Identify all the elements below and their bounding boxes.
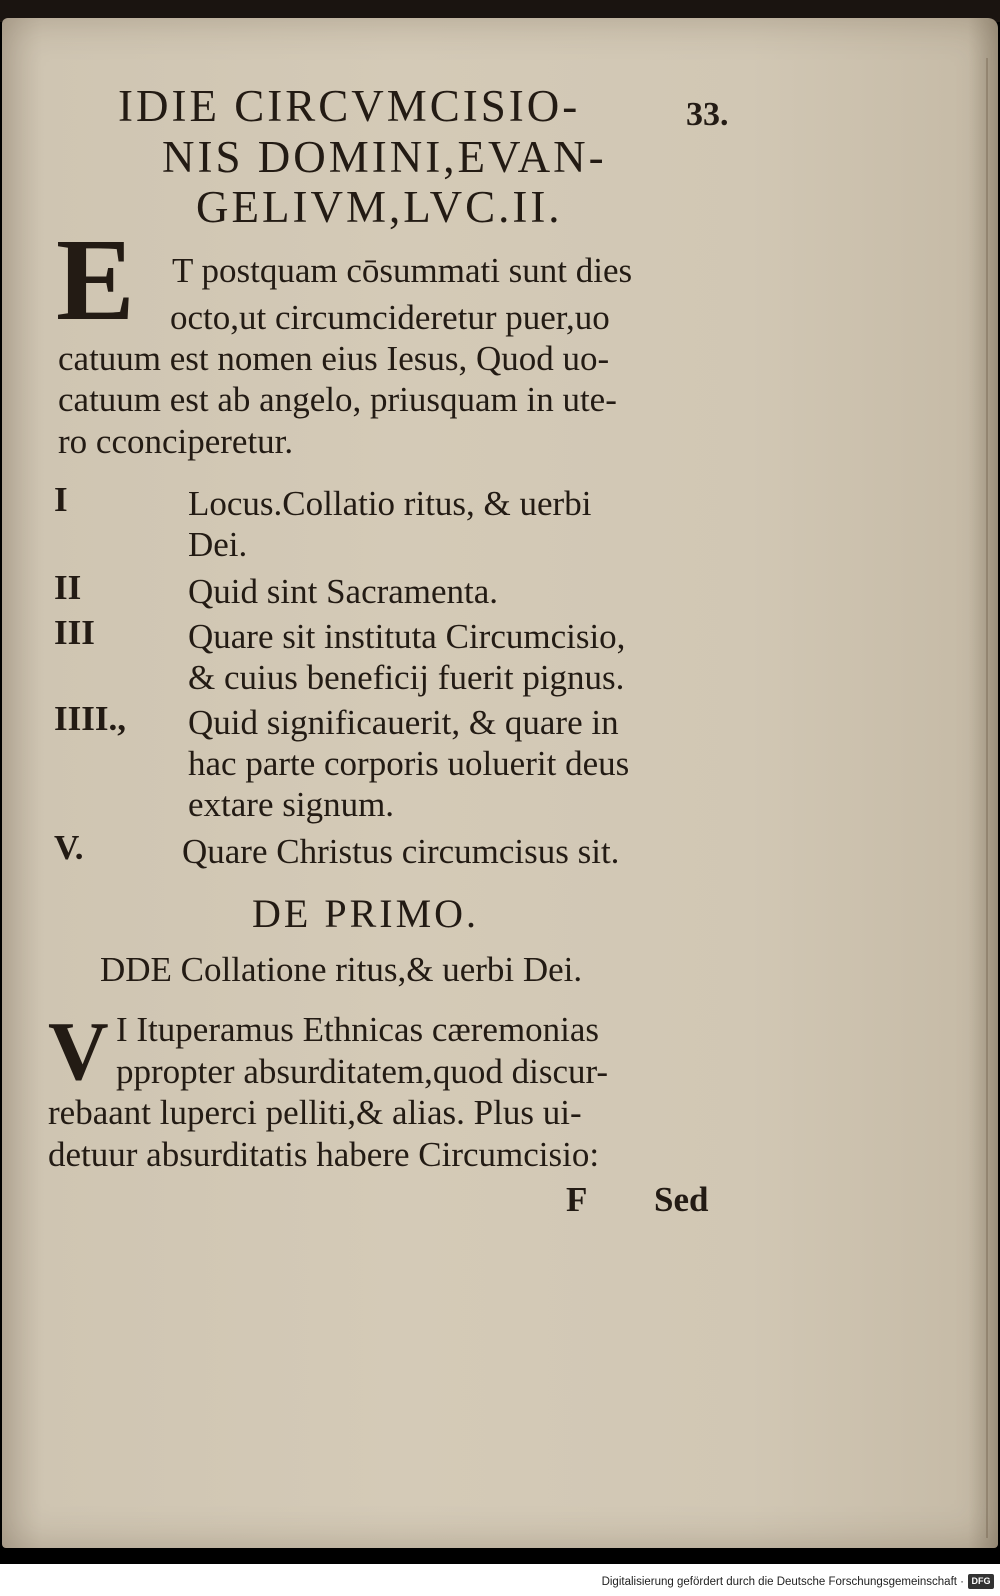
page-fold-shadow: [986, 58, 988, 1538]
gospel-line-1: T postquam cōsummati sunt dies: [172, 251, 633, 290]
gospel-line-3: catuum est nomen eius Iesus, Quod uo-: [58, 339, 610, 378]
gospel-line-4: catuum est ab angelo, priusquam in ute-: [58, 380, 617, 419]
heading-line-3: GELIVM,LVC.II.: [196, 182, 563, 232]
gospel-line-2: octo,ut circumcideretur puer,uo: [170, 298, 610, 337]
section-title: DE PRIMO.: [252, 891, 480, 936]
outline-item-3-line-2: & cuius beneficij fuerit pignus.: [188, 658, 625, 697]
outline-item-2-line-1: Quid sint Sacramenta.: [188, 572, 499, 611]
footer-credit: Digitalisierung gefördert durch die Deutsche Forschungsgemeinschaft ·: [601, 1576, 964, 1588]
folio-number: 33.: [686, 96, 729, 133]
outline-numeral-3: III: [54, 613, 95, 652]
gospel-line-5: ro cconciperetur.: [58, 422, 294, 461]
outline-item-1-line-2: Dei.: [188, 525, 248, 564]
outline-numeral-4: IIII.,: [54, 699, 126, 738]
catchword: Sed: [654, 1180, 709, 1219]
outline-item-4-line-3: extare signum.: [188, 785, 395, 824]
signature-mark: F: [566, 1180, 588, 1219]
drop-cap-e: E: [56, 214, 135, 345]
drop-cap-v: V: [48, 1005, 109, 1098]
outline-numeral-2: II: [54, 568, 82, 607]
body-line-3: rebaant luperci pelliti,& alias. Plus ui-: [48, 1093, 582, 1132]
body-line-2: ppropter absurditatem,quod discur-: [116, 1052, 609, 1091]
outline-item-1-line-1: Locus.Collatio ritus, & uerbi: [188, 484, 592, 523]
outline-numeral-5: V.: [54, 828, 84, 867]
footer-bar: [0, 1564, 1000, 1596]
outline-item-4-line-1: Quid significauerit, & quare in: [188, 703, 619, 742]
body-line-4: detuur absurditatis habere Circumcisio:: [48, 1135, 600, 1174]
outline-numeral-1: I: [54, 480, 68, 519]
outline-item-5-line-1: Quare Christus circumcisus sit.: [182, 832, 620, 871]
heading-line-2: NIS DOMINI,EVAN-: [162, 132, 607, 182]
heading-line-1: IDIE CIRCVMCISIO-: [118, 81, 581, 131]
body-line-1: I Ituperamus Ethnicas cæremonias: [116, 1010, 600, 1049]
outline-item-3-line-1: Quare sit instituta Circumcisio,: [188, 617, 626, 656]
outline-item-4-line-2: hac parte corporis uoluerit deus: [188, 744, 630, 783]
dfg-logo: DFG: [968, 1574, 994, 1589]
section-subtitle: DDE Collatione ritus,& uerbi Dei.: [100, 950, 583, 989]
